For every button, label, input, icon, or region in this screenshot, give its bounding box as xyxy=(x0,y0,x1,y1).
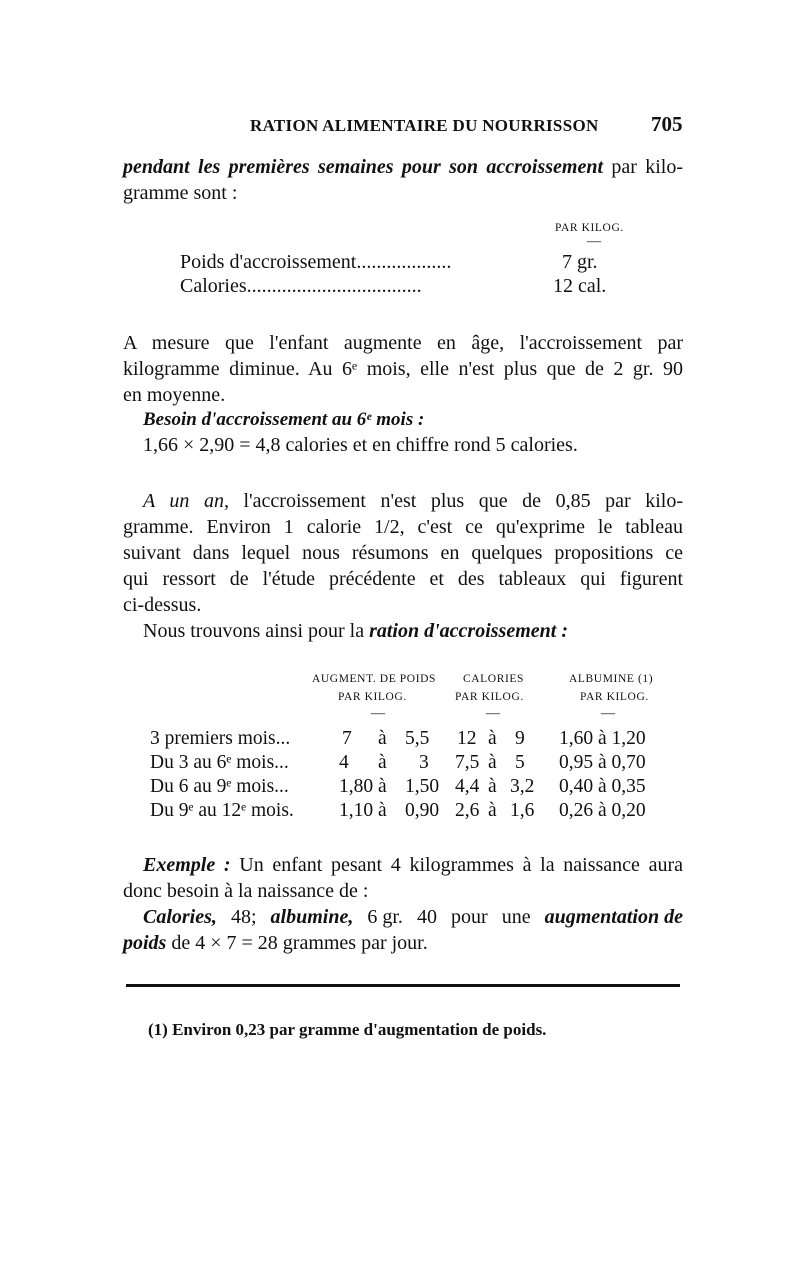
table-row-label: Du 9ᵉ au 12ᵉ mois. xyxy=(150,800,294,821)
exemple-poids: poids xyxy=(123,932,167,954)
cell-alb: 0,26 à 0,20 xyxy=(559,800,646,821)
cell-poids-a: à xyxy=(378,776,387,797)
intro-rest: par kilo- xyxy=(603,156,683,178)
main-header-alb-1: ALBUMINE (1) xyxy=(569,673,654,685)
exemple-rest: Un enfant pesant 4 kilogrammes à la naissance aura xyxy=(230,854,683,876)
running-title: RATION ALIMENTAIRE DU NOURRISSON xyxy=(250,116,599,135)
cell-poids-from: 1,10 xyxy=(339,800,374,821)
footnote-rule xyxy=(126,984,680,987)
exemple-word: albumine, xyxy=(270,906,354,928)
cell-alb: 0,95 à 0,70 xyxy=(559,752,646,773)
exemple-line-2: donc besoin à la naissance de : xyxy=(123,880,369,902)
cell-poids-from: 4 xyxy=(339,752,349,773)
exemple-word: 6 gr. xyxy=(367,906,403,928)
exemple-word: augmentation de xyxy=(544,906,683,928)
main-dash-poids: — xyxy=(371,706,385,721)
cell-alb: 1,60 à 1,20 xyxy=(559,728,646,749)
exemple-word: pour xyxy=(450,906,488,928)
main-dash-cal: — xyxy=(486,706,500,721)
cell-cal-from: 2,6 xyxy=(455,800,480,821)
main-header-poids-2: PAR KILOG. xyxy=(338,691,407,703)
small-table-header: PAR KILOG. xyxy=(555,222,624,234)
exemple-word: une xyxy=(501,906,531,928)
cell-poids-to: 1,50 xyxy=(405,776,440,797)
nous-italic: ration d'accroissement : xyxy=(369,620,568,642)
exemple-line-3 xyxy=(143,904,683,931)
nous-line xyxy=(143,618,568,645)
cell-cal-to: 5 xyxy=(515,752,525,773)
para1-line: A mesure que l'enfant augmente en âge, l'accroissement par xyxy=(123,332,683,354)
cell-cal-from: 7,5 xyxy=(455,752,480,773)
para2-line-1 xyxy=(123,488,683,515)
cell-cal-to: 3,2 xyxy=(510,776,535,797)
page-number: 705 xyxy=(651,112,683,136)
exemple-word: Calories, xyxy=(143,906,217,928)
main-header-alb-2: PAR KILOG. xyxy=(580,691,649,703)
para2-last: ci-dessus. xyxy=(123,594,202,616)
para2-line: gramme. Environ 1 calorie 1/2, c'est ce qu'exprime le tableau xyxy=(123,516,683,538)
cell-poids-to: 0,90 xyxy=(405,800,440,821)
exemple-line-1 xyxy=(123,852,683,879)
cell-cal-from: 4,4 xyxy=(455,776,480,797)
footnote: (1) Environ 0,23 par gramme d'augmentation de poids. xyxy=(148,1020,547,1039)
cell-poids-a: à xyxy=(378,728,387,749)
cell-poids-from: 7 xyxy=(342,728,352,749)
cell-cal-from: 12 xyxy=(457,728,477,749)
exemple-word: 48; xyxy=(230,906,257,928)
small-row-label: Calories................................... xyxy=(180,275,422,297)
intro-line-2: gramme sont : xyxy=(123,182,238,204)
besoin-title: Besoin d'accroissement au 6ᵉ mois : xyxy=(143,409,425,430)
para2-rest: l'accroissement n'est plus que de 0,85 par kilo- xyxy=(228,490,683,512)
cell-poids-to: 3 xyxy=(419,752,429,773)
para2-line: suivant dans lequel nous résumons en quelques propositions ce xyxy=(123,542,683,564)
exemple-line-4-rest: de 4 × 7 = 28 grammes par jour. xyxy=(166,932,428,954)
cell-poids-from: 1,80 xyxy=(339,776,374,797)
table-row-label: Du 3 au 6ᵉ mois... xyxy=(150,752,289,773)
exemple-line-4 xyxy=(123,930,428,957)
para1-last: en moyenne. xyxy=(123,384,226,406)
exemple-label: Exemple : xyxy=(143,854,231,876)
small-row-label: Poids d'accroissement................... xyxy=(180,251,452,273)
main-header-cal-1: CALORIES xyxy=(463,673,525,685)
small-row-value: 7 gr. xyxy=(562,251,598,273)
exemple-word: 40 xyxy=(416,906,437,928)
nous-text: Nous trouvons ainsi pour la xyxy=(143,620,370,642)
main-header-cal-2: PAR KILOG. xyxy=(455,691,524,703)
intro-italic: pendant les premières semaines pour son accroissement xyxy=(123,156,604,178)
para2-line: qui ressort de l'étude précédente et des tableaux qui figurent xyxy=(123,568,683,590)
small-row-value: 12 cal. xyxy=(553,275,607,297)
main-header-poids-1: AUGMENT. DE POIDS xyxy=(312,673,437,685)
small-table-dash: — xyxy=(587,234,601,249)
cell-cal-to: 9 xyxy=(515,728,525,749)
cell-poids-a: à xyxy=(378,800,387,821)
cell-cal-a: à xyxy=(488,728,497,749)
besoin-formula: 1,66 × 2,90 = 4,8 calories et en chiffre rond 5 calories. xyxy=(143,434,578,456)
cell-cal-a: à xyxy=(488,776,497,797)
para1-line: kilogramme diminue. Au 6ᵉ mois, elle n'est plus que de 2 gr. 90 xyxy=(123,358,683,380)
intro-line-1 xyxy=(123,154,683,181)
cell-poids-to: 5,5 xyxy=(405,728,430,749)
cell-cal-a: à xyxy=(488,752,497,773)
cell-cal-to: 1,6 xyxy=(510,800,535,821)
para2-italic: A un an, xyxy=(143,490,229,512)
cell-alb: 0,40 à 0,35 xyxy=(559,776,646,797)
cell-poids-a: à xyxy=(378,752,387,773)
cell-cal-a: à xyxy=(488,800,497,821)
table-row-label: Du 6 au 9ᵉ mois... xyxy=(150,776,289,797)
main-dash-alb: — xyxy=(601,706,615,721)
table-row-label: 3 premiers mois... xyxy=(150,728,291,749)
